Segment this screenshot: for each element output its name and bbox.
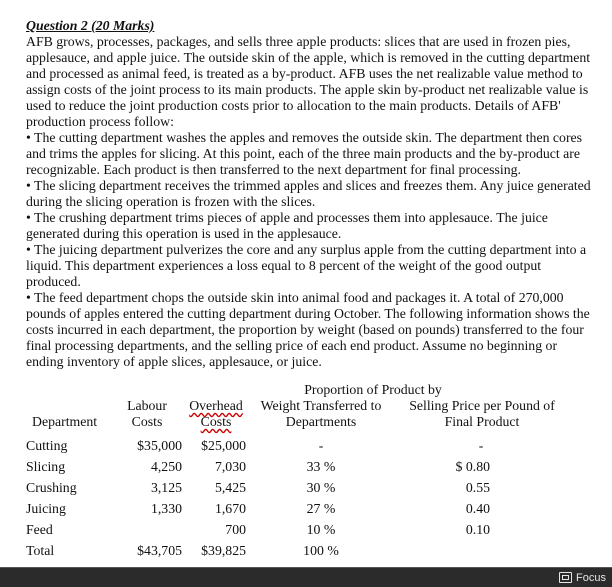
- focus-button[interactable]: [555, 568, 612, 587]
- row-juicing-overhead: 1,670: [214, 501, 246, 516]
- row-total-department: Total: [26, 543, 55, 558]
- row-feed-price: 0.10: [465, 522, 490, 537]
- row-slicing-labour: 4,250: [150, 459, 182, 474]
- row-crushing-proportion: 30 %: [306, 480, 336, 495]
- row-crushing-price: 0.55: [465, 480, 490, 495]
- bullet-cutting: • The cutting department washes the apples and removes the outside skin. The department then cores and trims the apples for slicing. At this point, each of the three main products and the by-product are recognizable. Each product is then transferred to the next department for final processing.: [26, 130, 598, 178]
- row-feed-proportion: 10 %: [306, 522, 336, 537]
- row-total-proportion: 100 %: [303, 543, 339, 558]
- row-juicing-price: 0.40: [465, 501, 490, 516]
- bullet-crushing: • The crushing department trims pieces of apple and processes them into applesauce. The juice generated during this operation is used in the applesauce.: [26, 210, 598, 242]
- row-cutting-labour: $35,000: [137, 438, 182, 453]
- focus-mode-icon: [559, 572, 572, 583]
- status-bar: [0, 567, 612, 587]
- header-proportion-line1: Proportion of Product by: [304, 382, 442, 397]
- header-proportion-line2: Weight Transferred to: [260, 398, 382, 413]
- row-feed-overhead: 700: [225, 522, 246, 537]
- row-cutting-price: -: [478, 438, 484, 453]
- row-slicing-proportion: 33 %: [306, 459, 336, 474]
- row-cutting-department: Cutting: [26, 438, 68, 453]
- row-juicing-labour: 1,330: [150, 501, 182, 516]
- header-price-line1: Selling Price per Pound of: [409, 398, 555, 413]
- row-crushing-labour: 3,125: [150, 480, 182, 495]
- header-labour-line1: Labour: [127, 398, 167, 413]
- focus-label: Focus: [576, 571, 606, 584]
- row-juicing-proportion: 27 %: [306, 501, 336, 516]
- row-feed-department: Feed: [26, 522, 53, 537]
- row-total-overhead: $39,825: [201, 543, 246, 558]
- header-overhead-line1: Overhead: [189, 398, 243, 413]
- row-slicing-price: $ 0.80: [455, 459, 490, 474]
- row-cutting-proportion: -: [318, 438, 324, 453]
- row-crushing-department: Crushing: [26, 480, 77, 495]
- question-text: [26, 18, 598, 370]
- header-department: Department: [32, 414, 98, 429]
- header-labour-line2: Costs: [131, 414, 163, 429]
- bullet-feed: • The feed department chops the outside skin into animal food and packages it. A total of 270,000 pounds of apples entered the cutting department during October. The following information shows the costs incurred in each department, the proportion by weight (based on pounds) transferred to the four final processing departments, and the selling price of each end product. Assume no beginning or ending inventory of apple slices, applesauce, or juice.: [26, 290, 598, 370]
- row-cutting-overhead: $25,000: [201, 438, 246, 453]
- row-crushing-overhead: 5,425: [214, 480, 246, 495]
- header-price-line2: Final Product: [444, 414, 520, 429]
- bullet-juicing: • The juicing department pulverizes the core and any surplus apple from the cutting department into a liquid. This department experiences a loss equal to 8 percent of the weight of the good output produced.: [26, 242, 598, 290]
- row-slicing-department: Slicing: [26, 459, 66, 474]
- row-slicing-overhead: 7,030: [214, 459, 246, 474]
- header-overhead-line2: Costs: [200, 414, 232, 429]
- question-intro: AFB grows, processes, packages, and sells three apple products: slices that are used in frozen pies, applesauce, and apple juice. The outside skin of the apple, which is removed in the cutting department and processed as animal feed, is treated as a by-product. AFB uses the net realizable value method to assign costs of the joint process to its main products. The apple skin by-product net realizable value is used to reduce the joint production costs prior to allocation to the main products. Details of AFB' production process follow:: [26, 34, 591, 129]
- row-total-labour: $43,705: [137, 543, 182, 558]
- question-title: Question 2 (20 Marks): [26, 18, 155, 33]
- row-juicing-department: Juicing: [26, 501, 66, 516]
- bullet-slicing: • The slicing department receives the trimmed apples and slices and freezes them. Any juice generated during the slicing operation is frozen with the slices.: [26, 178, 598, 210]
- header-proportion-line3: Departments: [285, 414, 357, 429]
